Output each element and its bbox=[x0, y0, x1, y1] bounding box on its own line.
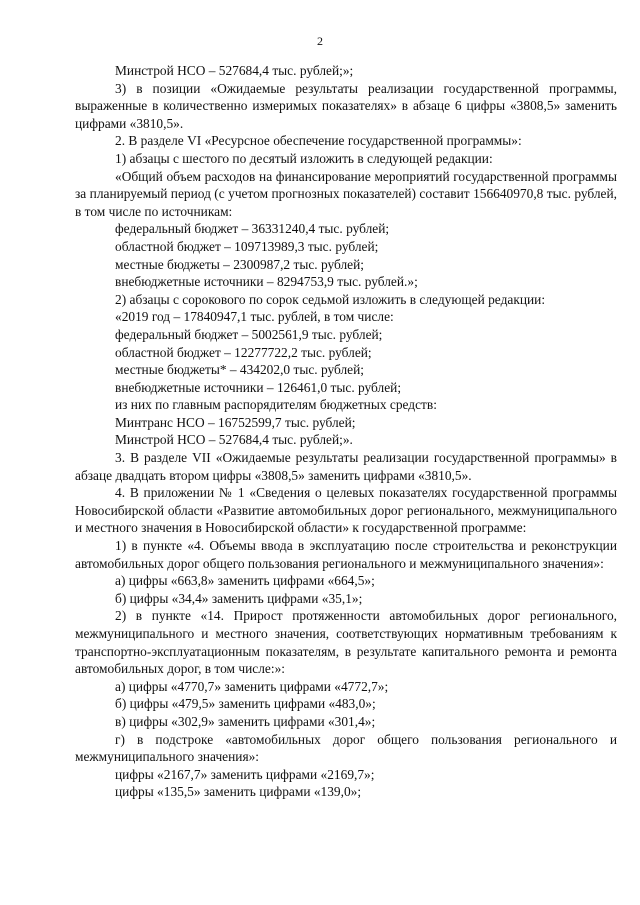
paragraph: 2) абзацы с сорокового по сорок седьмой изложить в следующей редакции: bbox=[115, 291, 546, 307]
document-body bbox=[75, 62, 617, 801]
paragraph: цифры «2167,7» заменить цифрами «2169,7»; bbox=[115, 766, 375, 782]
paragraph: 3) в позиции «Ожидаемые результаты реализации государственной программы, выраженные в количественно измеримых показателях» в абзаце 6 цифры «3808,5» заменить цифрами «3810,5». bbox=[75, 80, 617, 131]
paragraph: г) в подстроке «автомобильных дорог общего пользования регионального и межмуниципального значения»: bbox=[75, 731, 617, 765]
paragraph: б) цифры «479,5» заменить цифрами «483,0»; bbox=[115, 696, 376, 712]
paragraph: а) цифры «4770,7» заменить цифрами «4772,7»; bbox=[115, 678, 389, 694]
paragraph: цифры «135,5» заменить цифрами «139,0»; bbox=[115, 784, 362, 800]
paragraph: 2) в пункте «14. Прирост протяженности автомобильных дорог регионального, межмуниципального и местного значения, соответствующих нормативным требованиям к транспортно-эксплуатационным показателям, в результате капитального ремонта и ремонта автомобильных дорог, в том числе:»: bbox=[75, 608, 617, 677]
paragraph: местные бюджеты – 2300987,2 тыс. рублей; bbox=[115, 256, 364, 272]
paragraph: Минстрой НСО – 527684,4 тыс. рублей;». bbox=[115, 432, 353, 448]
paragraph: 2. В разделе VI «Ресурсное обеспечение государственной программы»: bbox=[115, 133, 522, 149]
page-number: 2 bbox=[317, 34, 323, 48]
paragraph: внебюджетные источники – 8294753,9 тыс. рублей.»; bbox=[115, 274, 418, 290]
paragraph: федеральный бюджет – 36331240,4 тыс. рублей; bbox=[115, 221, 390, 237]
paragraph: б) цифры «34,4» заменить цифрами «35,1»; bbox=[115, 590, 363, 606]
paragraph: «2019 год – 17840947,1 тыс. рублей, в том числе: bbox=[115, 309, 394, 325]
paragraph: из них по главным распорядителям бюджетных средств: bbox=[115, 397, 437, 413]
paragraph: внебюджетные источники – 126461,0 тыс. рублей; bbox=[115, 379, 402, 395]
paragraph: а) цифры «663,8» заменить цифрами «664,5»; bbox=[115, 573, 375, 589]
paragraph: «Общий объем расходов на финансирование мероприятий государственной программы за планируемый период (с учетом прогнозных показателей) составит 156640970,8 тыс. рублей, в том числе по источникам: bbox=[75, 168, 617, 219]
paragraph: в) цифры «302,9» заменить цифрами «301,4»; bbox=[115, 713, 376, 729]
paragraph: Минтранс НСО – 16752599,7 тыс. рублей; bbox=[115, 414, 356, 430]
paragraph: областной бюджет – 109713989,3 тыс. рублей; bbox=[115, 238, 379, 254]
paragraph: областной бюджет – 12277722,2 тыс. рублей; bbox=[115, 344, 372, 360]
paragraph: федеральный бюджет – 5002561,9 тыс. рублей; bbox=[115, 326, 383, 342]
paragraph: 3. В разделе VII «Ожидаемые результаты реализации государственной программы» в абзаце двадцать втором цифры «3808,5» заменить цифрами «3810,5». bbox=[75, 450, 617, 483]
paragraph: Минстрой НСО – 527684,4 тыс. рублей;»; bbox=[115, 63, 354, 78]
paragraph: 1) в пункте «4. Объемы ввода в эксплуатацию после строительства и реконструкции автомобильных дорог общего пользования регионального и межмуниципального значения»: bbox=[75, 538, 617, 571]
paragraph: 1) абзацы с шестого по десятый изложить в следующей редакции: bbox=[115, 150, 493, 166]
paragraph: местные бюджеты* – 434202,0 тыс. рублей; bbox=[115, 362, 364, 378]
paragraph: 4. В приложении № 1 «Сведения о целевых показателях государственной программы Новосибирской области «Развитие автомобильных дорог регионального, межмуниципального и местного значения в Новосибирской области» к государственной программе: bbox=[75, 485, 617, 536]
